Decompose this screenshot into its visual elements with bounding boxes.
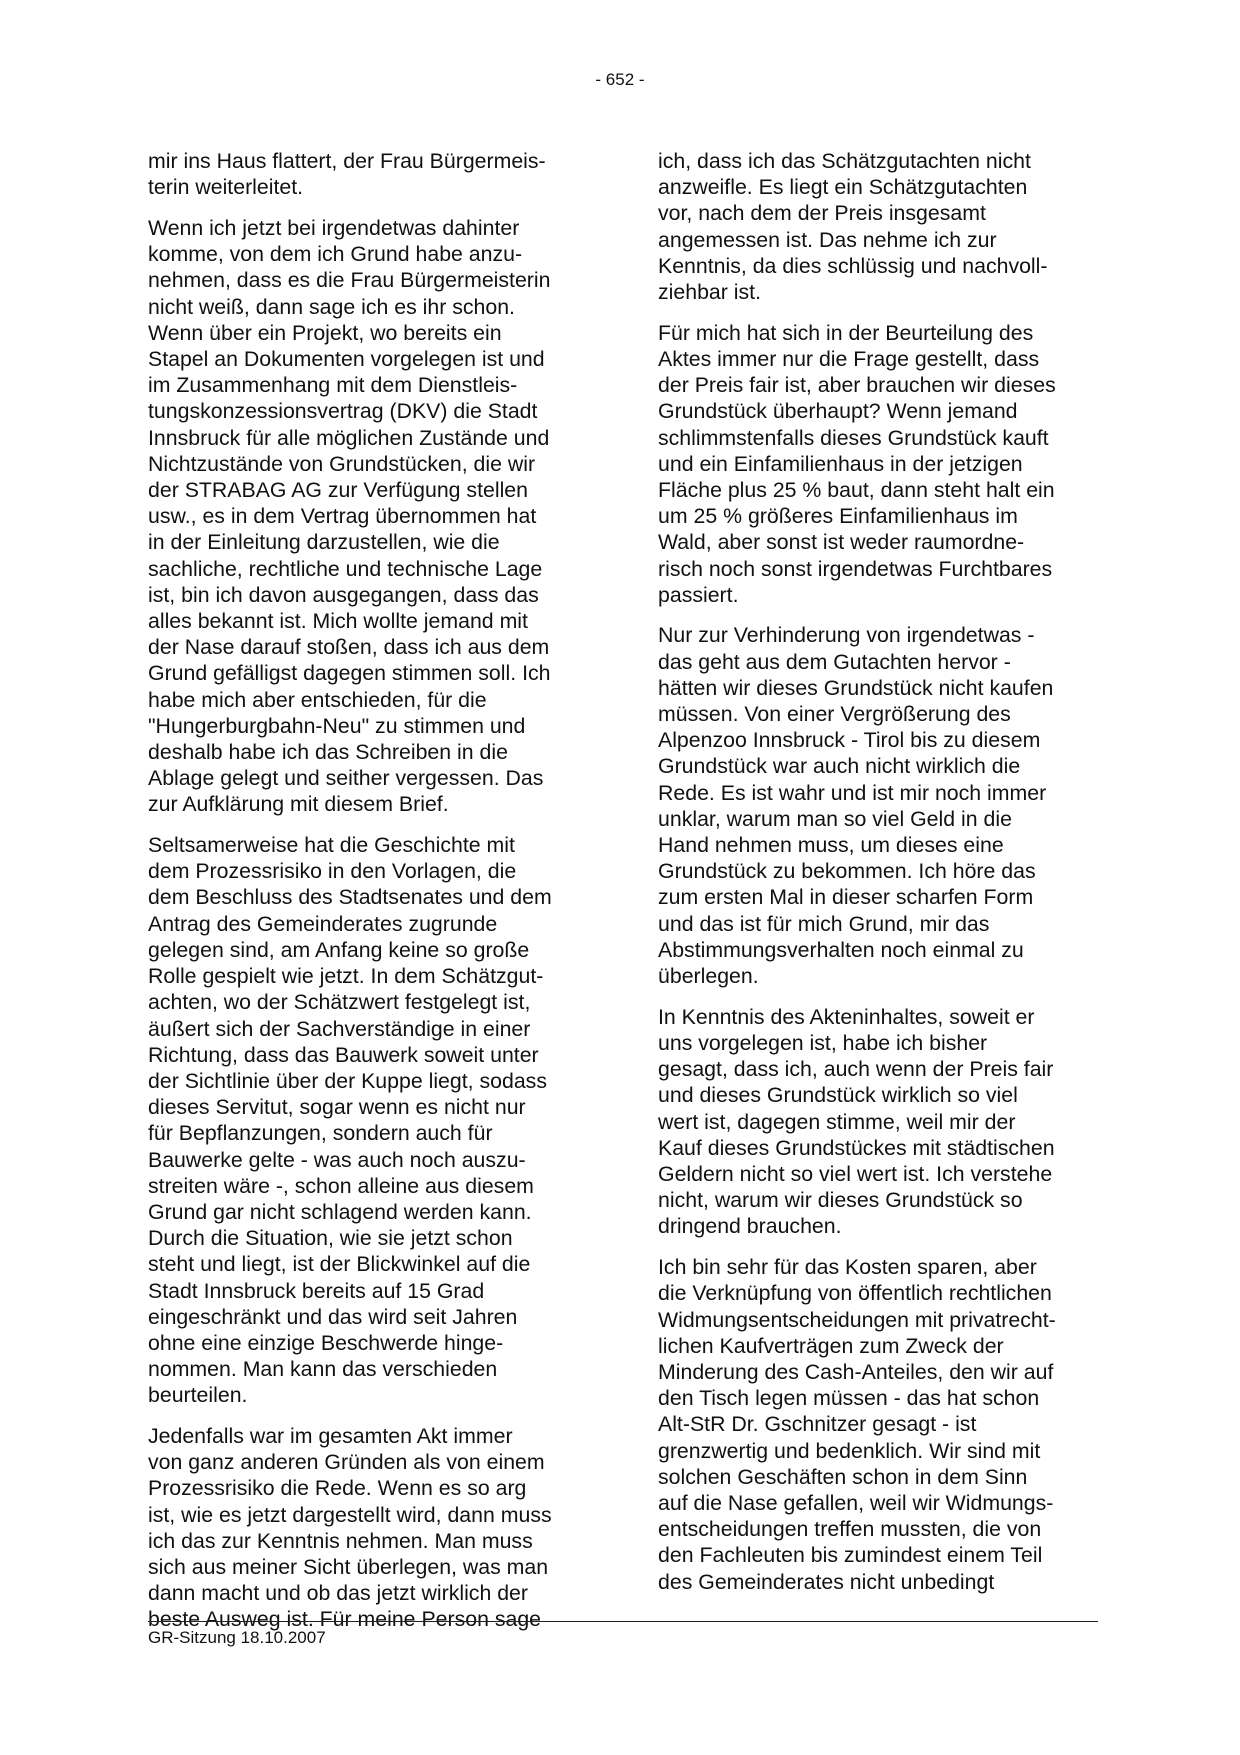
text-line: und ein Einfamilienhaus in der jetzigen [658,451,1023,476]
text-line: habe mich aber entschieden, für die [148,687,487,712]
text-line: schlimmstenfalls dieses Grundstück kauft [658,425,1049,450]
text-line: passiert. [658,582,739,607]
text-line: deshalb habe ich das Schreiben in die [148,739,508,764]
text-line: dem Beschluss des Stadtsenates und dem [148,885,552,910]
text-line: Minderung des Cash-Anteiles, den wir auf [658,1359,1054,1384]
text-line: ich, dass ich das Schätzgutachten nicht [658,149,1031,173]
text-line: ohne eine einzige Beschwerde hinge- [148,1330,504,1355]
text-line: von ganz anderen Gründen als von einem [148,1450,545,1475]
text-line: dringend brauchen. [658,1214,842,1239]
text-line: Ablage gelegt und seither vergessen. Das [148,766,544,791]
text-line: Kauf dieses Grundstückes mit städtischen [658,1135,1055,1160]
text-line: steht und liegt, ist der Blickwinkel auf die [148,1252,531,1277]
paragraph [658,622,1098,989]
text-line: eingeschränkt und das wird seit Jahren [148,1304,518,1329]
text-line: terin weiterleitet. [148,175,304,200]
text-line: lichen Kaufverträgen zum Zweck der [658,1333,1004,1358]
text-line: gesagt, dass ich, auch wenn der Preis fair [658,1057,1054,1082]
text-line: Rede. Es ist wahr und ist mir noch immer [658,780,1047,805]
text-line: Stadt Innsbruck bereits auf 15 Grad [148,1278,485,1303]
text-line: dieses Servitut, sogar wenn es nicht nur [148,1095,526,1120]
text-line: mir ins Haus flattert, der Frau Bürgermeis- [148,149,546,173]
text-line: die Verknüpfung von öffentlich rechtlichen [658,1281,1052,1306]
text-line: nommen. Man kann das verschieden [148,1357,498,1382]
text-line: Widmungsentscheidungen mit privatrecht- [658,1307,1056,1332]
paragraph [148,1423,588,1633]
paragraph [148,148,588,200]
text-line: das geht aus dem Gutachten hervor - [658,649,1011,674]
text-line: Wald, aber sonst ist weder raumordne- [658,530,1025,555]
text-line: anzweifle. Es liegt ein Schätzgutachten [658,175,1028,200]
text-line: der Preis fair ist, aber brauchen wir dieses [658,373,1056,398]
text-line: sich aus meiner Sicht überlegen, was man [148,1555,549,1580]
text-line: Antrag des Gemeinderates zugrunde [148,911,498,936]
text-line: Kenntnis, da dies schlüssig und nachvoll- [658,253,1048,278]
text-line: Innsbruck für alle möglichen Zustände und [148,425,550,450]
text-line: Ich bin sehr für das Kosten sparen, aber [658,1255,1037,1280]
text-line: komme, von dem ich Grund habe anzu- [148,242,523,267]
text-line: auf die Nase gefallen, weil wir Widmungs- [658,1490,1054,1515]
text-line: Für mich hat sich in der Beurteilung des [658,320,1034,345]
text-line: nicht, warum wir dieses Grundstück so [658,1188,1023,1213]
text-line: sachliche, rechtliche und technische Lage [148,556,543,581]
text-line: Hand nehmen muss, um dieses eine [658,833,1004,858]
text-line: wert ist, dagegen stimme, weil mir der [658,1109,1016,1134]
text-line: Durch die Situation, wie sie jetzt schon [148,1226,513,1251]
text-line: dann macht und ob das jetzt wirklich der [148,1581,528,1606]
text-line: nicht weiß, dann sage ich es ihr schon. [148,294,515,319]
text-line: Alpenzoo Innsbruck - Tirol bis zu diesem [658,728,1041,753]
text-line: überlegen. [658,964,759,989]
footer-text: GR-Sitzung 18.10.2007 [148,1628,326,1647]
text-line: Grundstück zu bekommen. Ich höre das [658,859,1036,884]
left-column [148,148,588,1647]
text-line: tungskonzessionsvertrag (DKV) die Stadt [148,399,538,424]
text-line: Grund gefälligst dagegen stimmen soll. Ich [148,661,551,686]
text-line: Grundstück überhaupt? Wenn jemand [658,399,1018,424]
text-line: im Zusammenhang mit dem Dienstleis- [148,373,518,398]
paragraph [658,320,1098,608]
text-line: um 25 % größeres Einfamilienhaus im [658,504,1018,529]
text-line: dem Prozessrisiko in den Vorlagen, die [148,859,517,884]
text-line: Rolle gespielt wie jetzt. In dem Schätzgut- [148,964,544,989]
text-line: uns vorgelegen ist, habe ich bisher [658,1031,988,1055]
text-line: Seltsamerweise hat die Geschichte mit [148,833,515,858]
text-line: zum ersten Mal in dieser scharfen Form [658,885,1034,910]
text-line: unklar, warum man so viel Geld in die [658,806,1012,831]
text-line: ist, bin ich davon ausgegangen, dass das [148,582,539,607]
text-line: ziehbar ist. [658,280,761,305]
text-line: gelegen sind, am Anfang keine so große [148,937,530,962]
text-line: ist, wie es jetzt dargestellt wird, dann muss [148,1502,552,1527]
text-line: müssen. Von einer Vergrößerung des [658,702,1011,727]
text-line: und dieses Grundstück wirklich so viel [658,1083,1018,1108]
text-line: Grund gar nicht schlagend werden kann. [148,1199,532,1224]
text-line: zur Aufklärung mit diesem Brief. [148,792,449,817]
text-line: der Nase darauf stoßen, dass ich aus dem [148,635,550,660]
text-line: für Bepflanzungen, sondern auch für [148,1121,493,1146]
text-line: und das ist für mich Grund, mir das [658,911,990,936]
text-line: risch noch sonst irgendetwas Furchtbares [658,556,1053,581]
text-line: usw., es in dem Vertrag übernommen hat [148,504,537,529]
paragraph [658,1254,1098,1595]
text-line: Geldern nicht so viel wert ist. Ich verstehe [658,1162,1053,1187]
text-line: Alt-StR Dr. Gschnitzer gesagt - ist [658,1412,977,1437]
text-line: entscheidungen treffen mussten, die von [658,1517,1042,1542]
paragraph [148,832,588,1408]
paragraph [658,1004,1098,1240]
footer-divider [148,1621,1098,1622]
text-line: Richtung, dass das Bauwerk soweit unter [148,1042,539,1067]
text-line: Wenn ich jetzt bei irgendetwas dahinter [148,215,520,240]
text-line: angemessen ist. Das nehme ich zur [658,227,997,252]
text-line: hätten wir dieses Grundstück nicht kaufen [658,675,1054,700]
page-number: - 652 - [595,70,645,89]
text-line: beurteilen. [148,1383,248,1408]
text-line: Wenn über ein Projekt, wo bereits ein [148,320,502,345]
text-line: Abstimmungsverhalten noch einmal zu [658,937,1024,962]
text-line: achten, wo der Schätzwert festgelegt ist, [148,990,531,1015]
text-line: vor, nach dem der Preis insgesamt [658,201,986,226]
text-line: äußert sich der Sachverständige in einer [148,1016,531,1041]
text-line: Stapel an Dokumenten vorgelegen ist und [148,346,545,371]
text-line: alles bekannt ist. Mich wollte jemand mit [148,608,528,633]
text-line: "Hungerburgbahn-Neu" zu stimmen und [148,713,526,738]
text-line: Grundstück war auch nicht wirklich die [658,754,1021,779]
text-line: Prozessrisiko die Rede. Wenn es so arg [148,1476,527,1501]
text-line: Nichtzustände von Grundstücken, die wir [148,451,536,476]
text-line: nehmen, dass es die Frau Bürgermeisterin [148,268,551,293]
paragraph [148,215,588,818]
text-line: Bauwerke gelte - was auch noch auszu- [148,1147,526,1172]
text-line: Jedenfalls war im gesamten Akt immer [148,1424,513,1449]
right-column [658,148,1098,1609]
text-line: Fläche plus 25 % baut, dann steht halt ein [658,477,1055,502]
text-line: den Fachleuten bis zumindest einem Teil [658,1543,1043,1568]
text-line: Aktes immer nur die Frage gestellt, dass [658,346,1040,371]
text-line: Nur zur Verhinderung von irgendetwas - [658,623,1035,648]
text-line: In Kenntnis des Akteninhaltes, soweit er [658,1004,1035,1029]
text-line: streiten wäre -, schon alleine aus diesem [148,1173,534,1198]
text-line: ich das zur Kenntnis nehmen. Man muss [148,1528,533,1553]
text-line: der Sichtlinie über der Kuppe liegt, sodass [148,1068,547,1093]
text-line: der STRABAG AG zur Verfügung stellen [148,477,528,502]
text-line: den Tisch legen müssen - das hat schon [658,1386,1040,1411]
text-line: solchen Geschäften schon in dem Sinn [658,1464,1028,1489]
paragraph [658,148,1098,305]
text-line: grenzwertig und bedenklich. Wir sind mit [658,1438,1041,1463]
text-line: des Gemeinderates nicht unbedingt [658,1569,995,1594]
text-line: beste Ausweg ist. Für meine Person sage [148,1607,542,1632]
text-line: in der Einleitung darzustellen, wie die [148,530,500,555]
